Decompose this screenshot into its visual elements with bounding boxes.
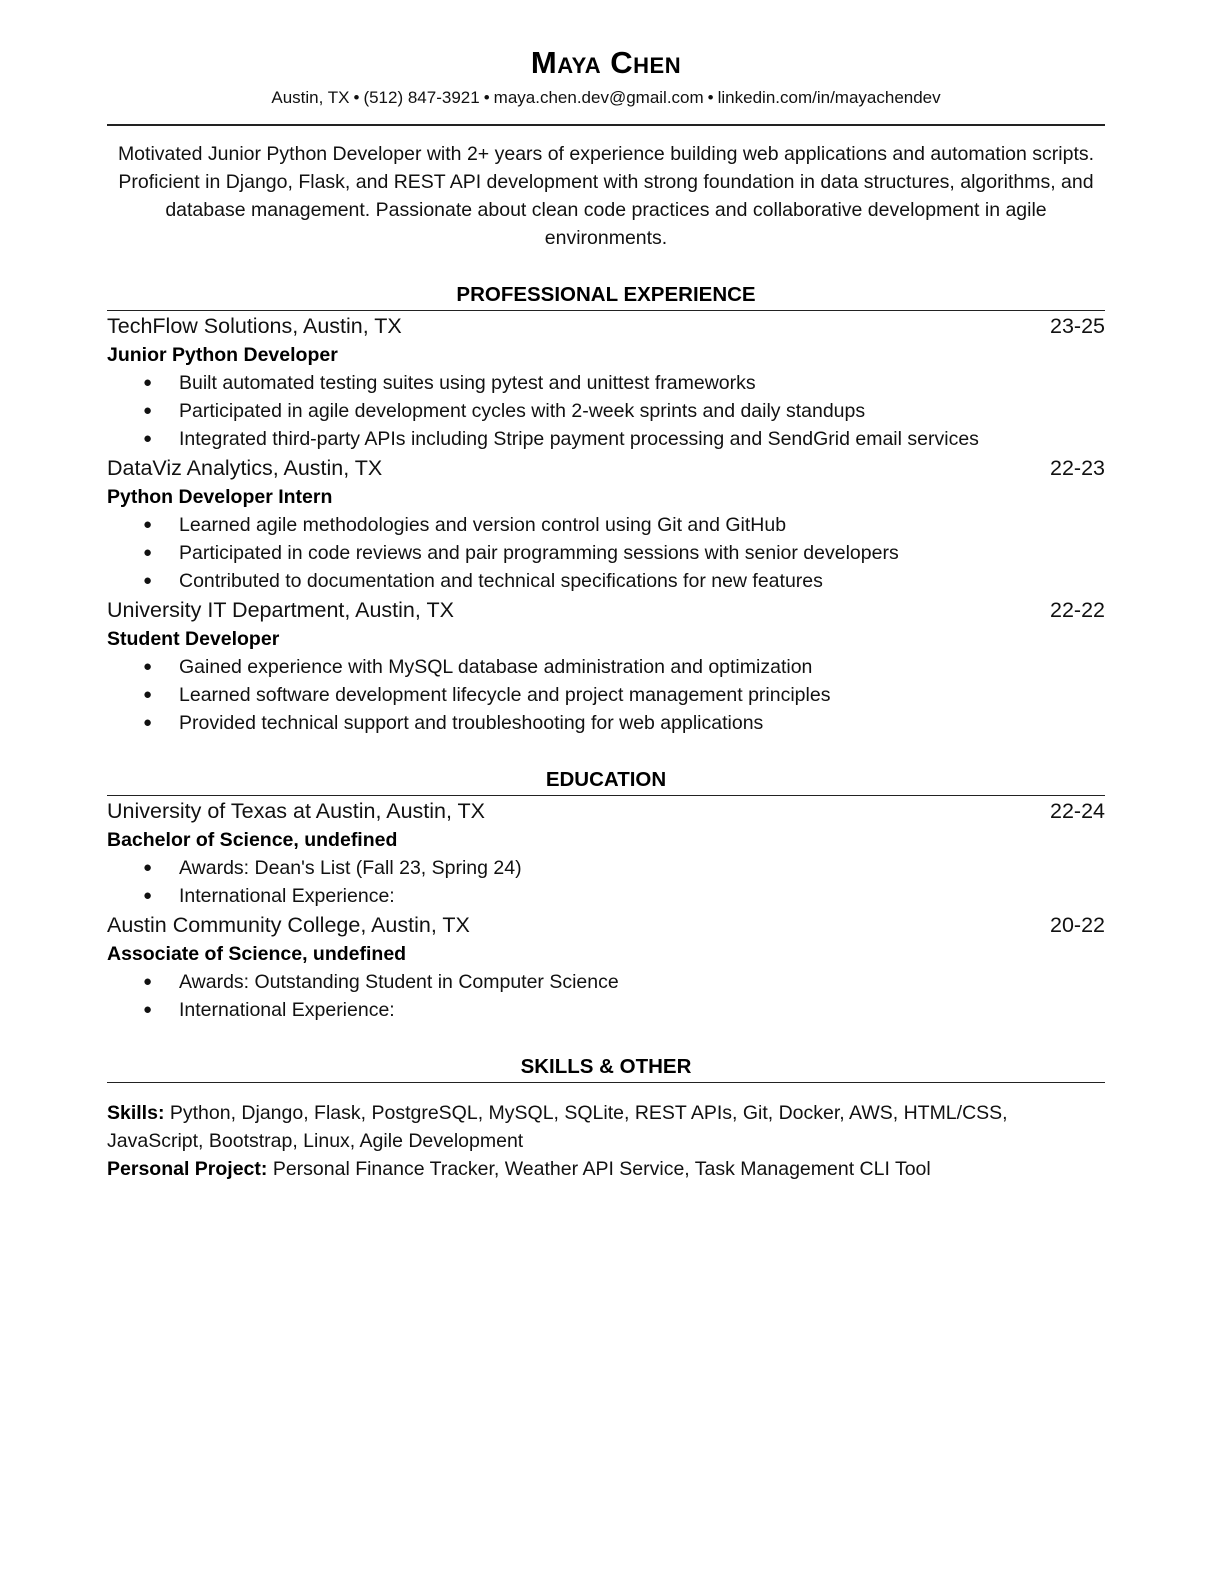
- list-item: [107, 511, 1105, 539]
- list-item: [107, 709, 1105, 737]
- section-title-skills: SKILLS & OTHER: [520, 1055, 692, 1078]
- list-item: [107, 397, 1105, 425]
- list-item: [107, 681, 1105, 709]
- bullet-text: Awards: Outstanding Student in Computer Science: [179, 971, 619, 993]
- entry-dates: 22-23: [1050, 456, 1105, 480]
- bullet-icon: ●: [143, 572, 153, 589]
- summary-paragraph: Motivated Junior Python Developer with 2+ years of experience building web applications and automation scripts. Proficient in Django, Flask, and REST API development with strong foundation in data structures, algorithms, and database management. Passionate about clean code practices and collaborative development in agile environments.: [117, 143, 1095, 249]
- entry-degree: Bachelor of Science, undefined: [107, 829, 398, 851]
- education-entry: [107, 910, 1105, 1024]
- skills-block: [107, 1099, 1105, 1183]
- bullet-text: International Experience:: [179, 999, 395, 1021]
- bullet-icon: ●: [143, 859, 153, 876]
- bullet-text: Learned agile methodologies and version control using Git and GitHub: [179, 514, 787, 536]
- bullet-icon: ●: [143, 430, 153, 447]
- bullet-text: Learned software development lifecycle and project management principles: [179, 684, 831, 706]
- bullet-text: Participated in agile development cycles with 2-week sprints and daily standups: [179, 400, 866, 422]
- bullet-icon: ●: [143, 714, 153, 731]
- skills-value: Python, Django, Flask, PostgreSQL, MySQL, SQLite, REST APIs, Git, Docker, AWS, HTML/CSS, JavaScript, Bootstrap, Linux, Agile Development: [107, 1102, 1008, 1152]
- project-value: Personal Finance Tracker, Weather API Service, Task Management CLI Tool: [272, 1158, 931, 1180]
- entry-header: [107, 796, 1105, 826]
- list-item: [107, 968, 1105, 996]
- bullet-icon: ●: [143, 973, 153, 990]
- experience-section: [107, 282, 1105, 737]
- entry-bullets: [107, 369, 1105, 453]
- bullet-icon: ●: [143, 374, 153, 391]
- bullet-text: Provided technical support and troubleshooting for web applications: [179, 712, 764, 734]
- bullet-icon: ●: [143, 887, 153, 904]
- entry-organization: DataViz Analytics, Austin, TX: [107, 456, 383, 480]
- bullet-icon: ●: [143, 402, 153, 419]
- entry-dates: 22-24: [1050, 799, 1105, 823]
- bullet-icon: ●: [143, 544, 153, 561]
- list-item: [107, 653, 1105, 681]
- entry-bullets: [107, 968, 1105, 1024]
- contact-linkedin[interactable]: linkedin.com/in/mayachendev: [717, 88, 941, 107]
- entry-header: [107, 595, 1105, 625]
- contact-location: Austin, TX: [271, 88, 350, 107]
- section-divider: [107, 1082, 1105, 1083]
- entry-bullets: [107, 511, 1105, 595]
- entry-role: Student Developer: [107, 628, 280, 650]
- bullet-text: International Experience:: [179, 885, 395, 907]
- list-item: [107, 539, 1105, 567]
- bullet-icon: ●: [143, 1001, 153, 1018]
- list-item: [107, 425, 1105, 453]
- bullet-text: Gained experience with MySQL database administration and optimization: [179, 656, 813, 678]
- entry-dates: 23-25: [1050, 314, 1105, 338]
- entry-header: [107, 311, 1105, 341]
- candidate-name: Maya Chen: [530, 45, 682, 80]
- list-item: [107, 882, 1105, 910]
- entry-dates: 20-22: [1050, 913, 1105, 937]
- section-title-experience: PROFESSIONAL EXPERIENCE: [456, 283, 756, 306]
- contact-separator: •: [707, 88, 714, 107]
- entry-header: [107, 453, 1105, 483]
- entry-dates: 22-22: [1050, 598, 1105, 622]
- bullet-icon: ●: [143, 658, 153, 675]
- education-section: [107, 767, 1105, 1024]
- list-item: [107, 567, 1105, 595]
- bullet-text: Integrated third-party APIs including Stripe payment processing and SendGrid email services: [179, 428, 979, 450]
- entry-organization: Austin Community College, Austin, TX: [107, 913, 470, 937]
- contact-phone: (512) 847-3921: [363, 88, 480, 107]
- bullet-text: Contributed to documentation and technical specifications for new features: [179, 570, 823, 592]
- bullet-icon: ●: [143, 686, 153, 703]
- list-item: [107, 854, 1105, 882]
- header-divider: [107, 124, 1105, 126]
- entry-role: Python Developer Intern: [107, 486, 333, 508]
- contact-separator: •: [483, 88, 490, 107]
- entry-degree: Associate of Science, undefined: [107, 943, 407, 965]
- contact-separator: •: [353, 88, 360, 107]
- list-item: [107, 996, 1105, 1024]
- experience-entry: [107, 311, 1105, 453]
- experience-entry: [107, 453, 1105, 595]
- contact-email[interactable]: maya.chen.dev@gmail.com: [493, 88, 704, 107]
- entry-role: Junior Python Developer: [107, 344, 338, 366]
- skills-section: [107, 1054, 1105, 1183]
- entry-organization: TechFlow Solutions, Austin, TX: [107, 314, 402, 338]
- section-title-education: EDUCATION: [545, 768, 667, 791]
- entry-bullets: [107, 653, 1105, 737]
- bullet-text: Awards: Dean's List (Fall 23, Spring 24): [179, 857, 522, 879]
- project-label: Personal Project:: [107, 1158, 268, 1180]
- project-line: [107, 1155, 1105, 1183]
- list-item: [107, 369, 1105, 397]
- entry-organization: University IT Department, Austin, TX: [107, 598, 454, 622]
- bullet-text: Built automated testing suites using pytest and unittest frameworks: [179, 372, 756, 394]
- contact-line: [107, 86, 1105, 110]
- skills-line: [107, 1099, 1105, 1155]
- skills-label: Skills:: [107, 1102, 165, 1124]
- education-entry: [107, 796, 1105, 910]
- bullet-text: Participated in code reviews and pair programming sessions with senior developers: [179, 542, 899, 564]
- entry-header: [107, 910, 1105, 940]
- entry-bullets: [107, 854, 1105, 910]
- bullet-icon: ●: [143, 516, 153, 533]
- experience-entry: [107, 595, 1105, 737]
- entry-organization: University of Texas at Austin, Austin, TX: [107, 799, 486, 823]
